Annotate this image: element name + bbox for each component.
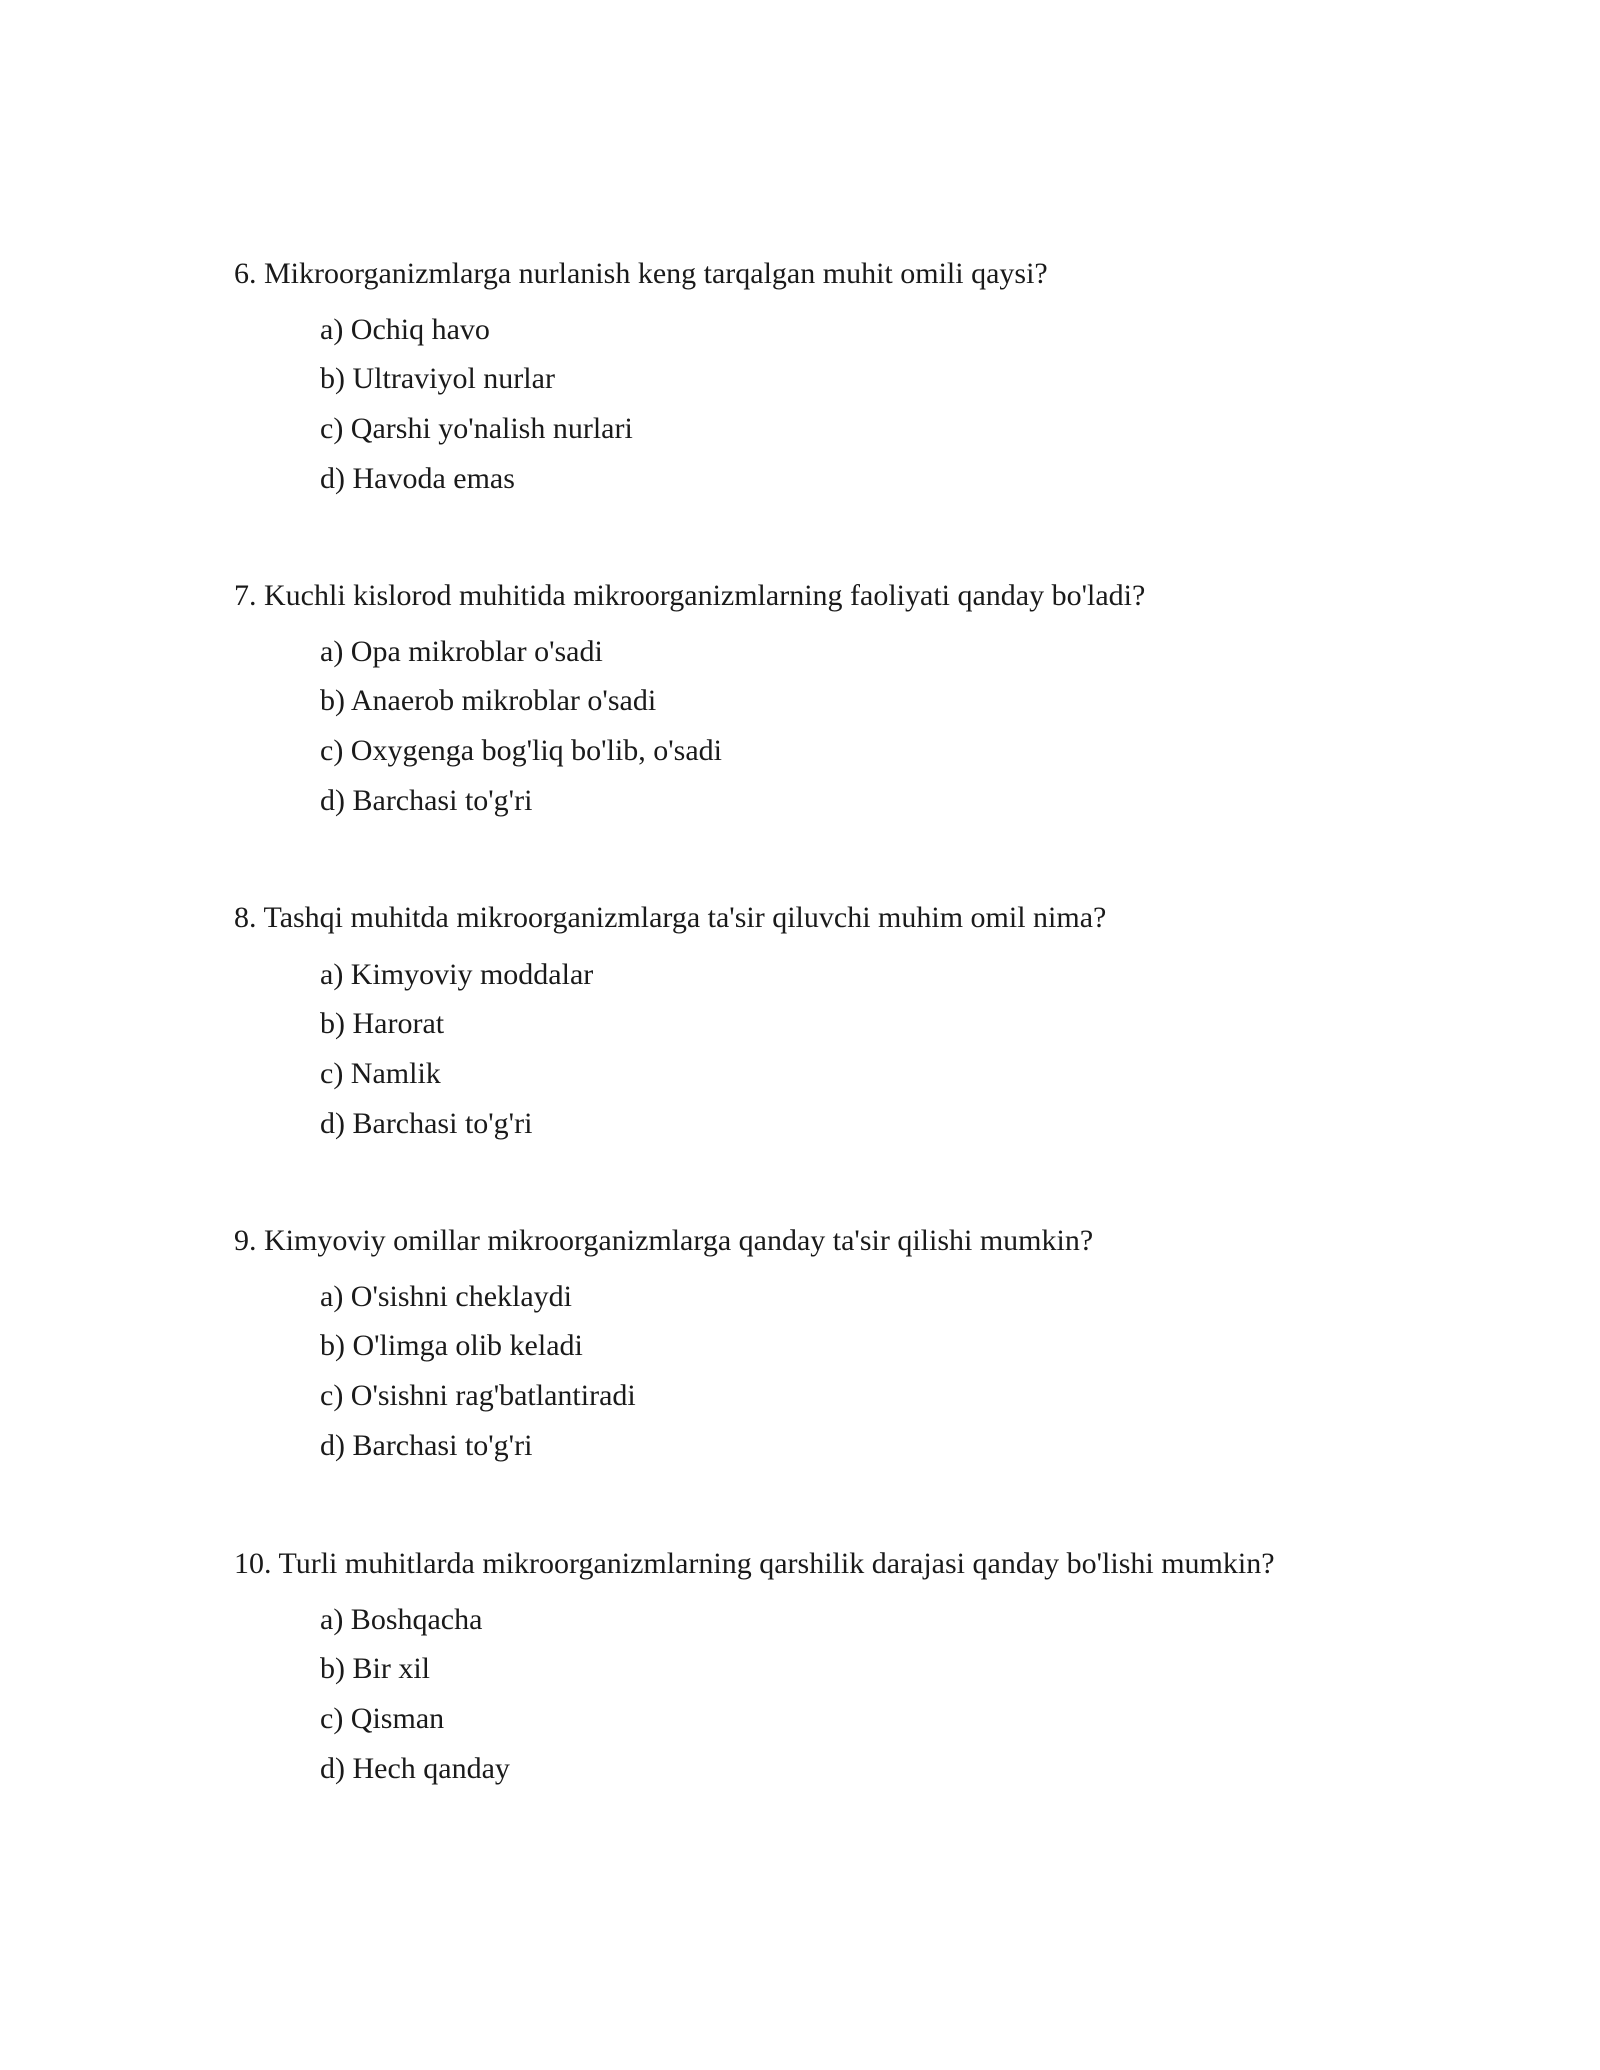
question-text: 9. Kimyoviy omillar mikroorganizmlarga qanday ta'sir qilishi mumkin? [234,1224,1094,1257]
option-a: a) Opa mikroblar o'sadi [320,635,603,668]
question-9 [234,1223,1434,1462]
option-b: b) Bir xil [320,1652,430,1685]
option-a: a) Ochiq havo [320,313,490,346]
option-b: b) Anaerob mikroblar o'sadi [320,684,657,717]
question-text: 6. Mikroorganizmlarga nurlanish keng tarqalgan muhit omili qaysi? [234,257,1048,290]
option-d: d) Havoda emas [320,462,515,495]
option-d: d) Barchasi to'g'ri [320,784,533,817]
option-b: b) Ultraviyol nurlar [320,362,555,395]
option-d: d) Barchasi to'g'ri [320,1107,533,1140]
question-text: 10. Turli muhitlarda mikroorganizmlarning qarshilik darajasi qanday bo'lishi mumkin? [234,1547,1275,1580]
option-c: c) Oxygenga bog'liq bo'lib, o'sadi [320,734,722,767]
option-c: c) O'sishni rag'batlantiradi [320,1379,636,1412]
option-a: a) Boshqacha [320,1603,483,1636]
option-b: b) Harorat [320,1007,445,1040]
question-text: 8. Tashqi muhitda mikroorganizmlarga ta'sir qiluvchi muhim omil nima? [234,901,1107,934]
option-b: b) O'limga olib keladi [320,1329,583,1362]
option-a: a) O'sishni cheklaydi [320,1280,573,1313]
option-a: a) Kimyoviy moddalar [320,958,594,991]
option-c: c) Namlik [320,1057,441,1090]
question-10 [234,1546,1434,1785]
question-7 [234,578,1434,817]
question-text: 7. Kuchli kislorod muhitida mikroorganizmlarning faoliyati qanday bo'ladi? [234,579,1146,612]
question-8 [234,900,1434,1140]
option-d: d) Hech qanday [320,1752,510,1785]
question-6 [234,256,1434,495]
option-d: d) Barchasi to'g'ri [320,1429,533,1462]
option-c: c) Qarshi yo'nalish nurlari [320,412,633,445]
option-c: c) Qisman [320,1702,445,1735]
